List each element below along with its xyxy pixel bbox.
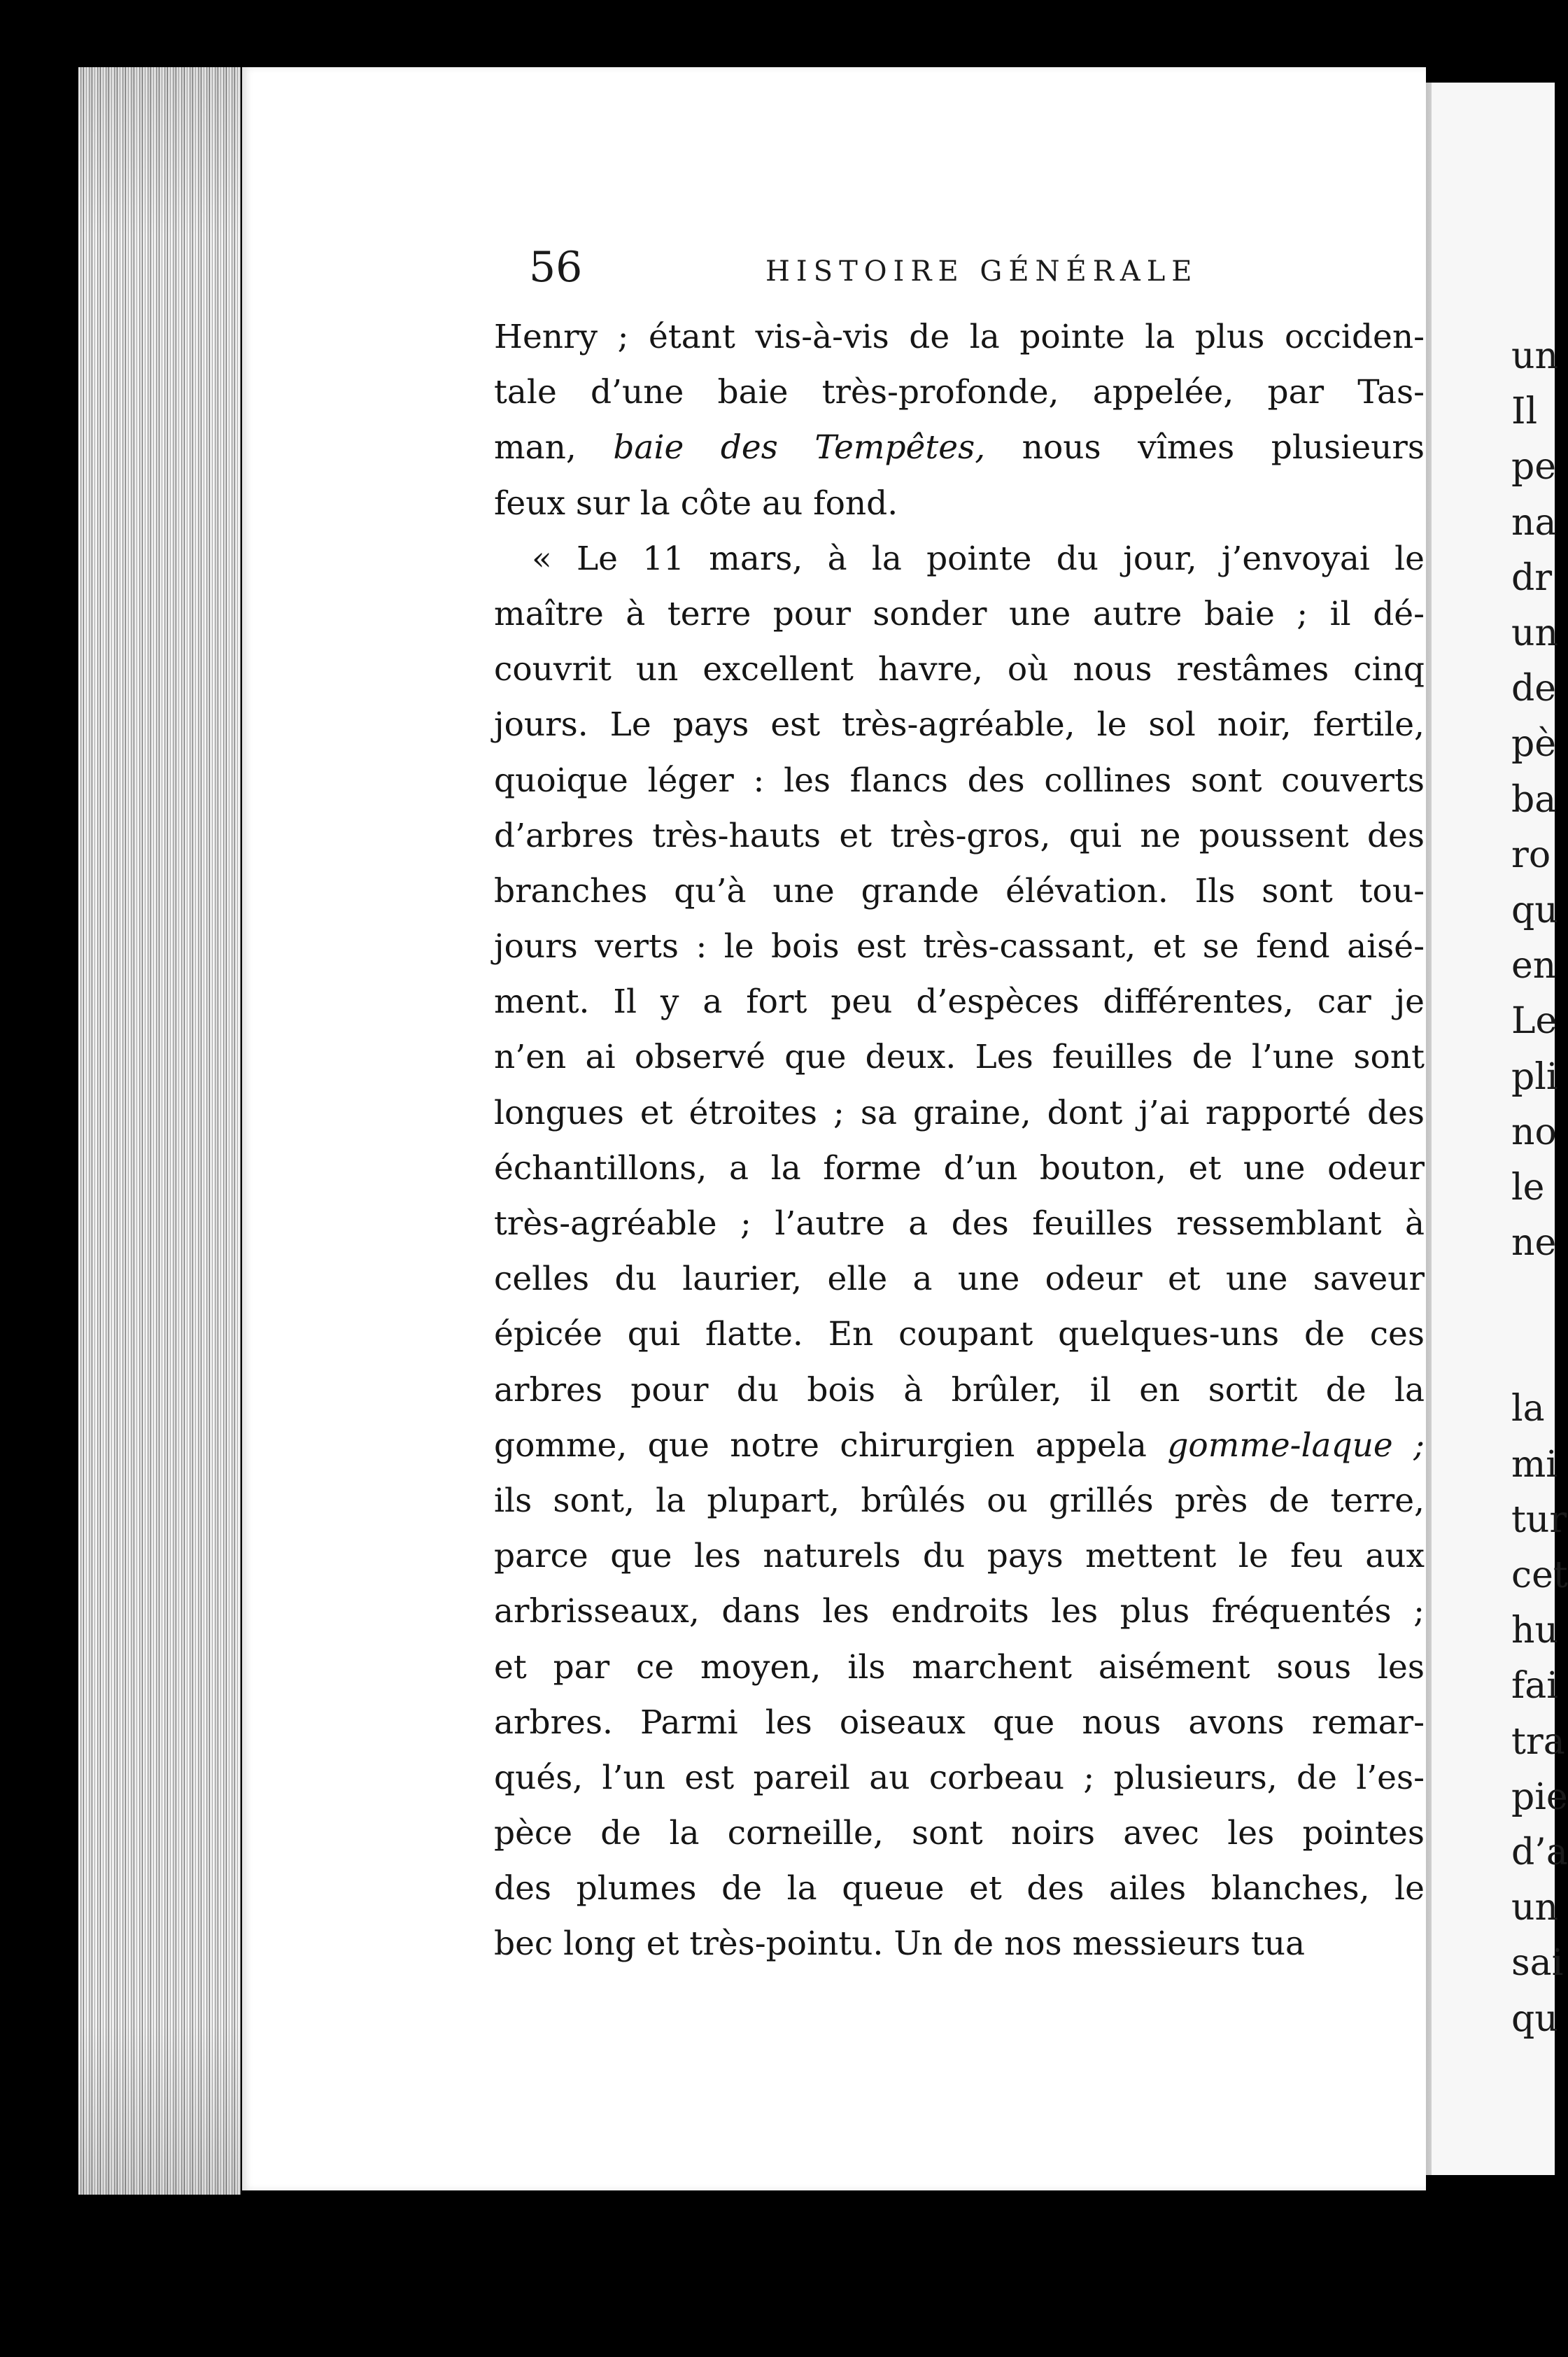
text-line <box>494 753 1425 808</box>
facing-page-fragment: qu <box>1511 889 1558 932</box>
page-number: 56 <box>529 243 583 292</box>
text-line <box>494 1528 1425 1584</box>
text-line-content: man, <box>494 428 614 467</box>
text-line-content: pèce de la corneille, sont noirs avec les pointes <box>494 1814 1425 1853</box>
facing-page-fragment: tur <box>1511 1498 1567 1541</box>
facing-page-fragment: de <box>1511 668 1557 710</box>
text-line-content: Henry ; étant vis-à-vis de la pointe la plus occiden- <box>494 318 1425 356</box>
text-line-content: des plumes de la queue et des ailes blanches, le <box>494 1869 1425 1908</box>
text-line <box>494 420 1425 475</box>
text-line <box>494 1473 1425 1528</box>
text-line <box>494 1695 1425 1750</box>
text-line <box>494 1640 1425 1695</box>
facing-page-fragment: hu <box>1511 1610 1558 1652</box>
facing-page-fragment: ne <box>1511 1222 1557 1265</box>
text-line-content: bec long et très-pointu. Un de nos messieurs tua <box>494 1925 1306 1964</box>
text-line <box>494 642 1425 697</box>
facing-page-fragment: na <box>1511 501 1557 544</box>
text-line <box>494 1029 1425 1085</box>
text-line <box>494 1251 1425 1307</box>
text-line-content: jours. Le pays est très-agréable, le sol noir, fertile, <box>494 705 1425 745</box>
text-line <box>494 697 1425 752</box>
book-page-edges <box>78 67 241 2195</box>
text-line <box>494 1085 1425 1141</box>
text-line <box>494 309 1425 365</box>
text-line <box>494 919 1425 974</box>
text-line <box>494 1196 1425 1251</box>
text-line-content: ment. Il y a fort peu d’espèces différentes, car je <box>494 983 1425 1022</box>
text-line-content: qués, l’un est pareil au corbeau ; plusieurs, de l’es- <box>494 1758 1425 1797</box>
text-line <box>494 586 1425 642</box>
facing-page-fragment: la <box>1511 1388 1545 1430</box>
text-line <box>494 1861 1425 1916</box>
text-line <box>494 1750 1425 1806</box>
text-line-content: arbres pour du bois à brûler, il en sortit de la <box>494 1370 1425 1409</box>
facing-page-fragment: tra <box>1511 1720 1565 1763</box>
text-line-content: parce que les naturels du pays mettent le feu aux <box>494 1537 1425 1576</box>
facing-page-fragment: un <box>1511 1887 1558 1929</box>
italic-phrase: gomme-laque ; <box>1167 1426 1425 1465</box>
facing-page-fragment: Le <box>1511 1000 1558 1043</box>
text-line <box>494 365 1425 420</box>
text-line <box>494 1584 1425 1639</box>
facing-page-fragment: mi <box>1511 1443 1558 1486</box>
facing-page-fragment: pè <box>1511 723 1557 766</box>
text-line-content: quoique léger : les flancs des collines sont couverts <box>494 761 1425 800</box>
text-line-content: branches qu’à une grande élévation. Ils sont tou- <box>494 871 1425 910</box>
facing-page-fragment: d’a <box>1511 1831 1568 1874</box>
facing-page-fragment: en <box>1511 945 1557 987</box>
text-line <box>494 808 1425 864</box>
facing-page-fragment: no <box>1511 1111 1557 1153</box>
text-line <box>494 1141 1425 1196</box>
text-line <box>494 974 1425 1029</box>
facing-page-fragment: sai <box>1511 1942 1564 1985</box>
text-line-content: épicée qui flatte. En coupant quelques-uns de ces <box>494 1315 1425 1354</box>
text-line-content: n’en ai observé que deux. Les feuilles de l’une sont <box>494 1038 1425 1077</box>
body-text <box>494 309 1425 1972</box>
text-line-content: longues et étroites ; sa graine, dont j’ai rapporté des <box>494 1093 1425 1132</box>
facing-page-fragment: pe <box>1511 446 1557 488</box>
text-line-content: échantillons, a la forme d’un bouton, et une odeur <box>494 1148 1425 1188</box>
text-line-content: ils sont, la plupart, brûlés ou grillés près de terre, <box>494 1481 1425 1520</box>
facing-page-fragment: fai <box>1511 1665 1558 1708</box>
text-line-content: et par ce moyen, ils marchent aisément sous les <box>494 1647 1425 1687</box>
text-line-content: maître à terre pour sonder une autre baie ; il dé- <box>494 594 1425 633</box>
text-line-content: gomme, que notre chirurgien appela <box>494 1426 1168 1465</box>
facing-page-fragment: un <box>1511 335 1558 377</box>
facing-page-fragment: pie <box>1511 1775 1568 1818</box>
text-line-content: d’arbres très-hauts et très-gros, qui ne poussent des <box>494 816 1425 855</box>
text-line <box>494 864 1425 919</box>
text-line-content: « Le 11 mars, à la pointe du jour, j’envoyai le <box>532 539 1425 578</box>
text-line-content: couvrit un excellent havre, où nous restâmes cinq <box>494 650 1425 689</box>
running-head <box>529 239 1229 295</box>
text-line <box>494 1363 1425 1418</box>
text-line <box>494 531 1425 586</box>
text-line-content: jours verts : le bois est très-cassant, et se fend aisé- <box>494 927 1425 966</box>
text-line <box>494 1806 1425 1861</box>
facing-page-text-fragments <box>1511 329 1568 2047</box>
text-line-content: arbrisseaux, dans les endroits les plus fréquentés ; <box>494 1592 1425 1631</box>
facing-page-fragment: ba <box>1511 778 1557 821</box>
text-line-content: celles du laurier, elle a une odeur et une saveur <box>494 1260 1425 1299</box>
facing-page-fragment: pli <box>1511 1055 1558 1098</box>
facing-page-fragment: ro <box>1511 833 1551 876</box>
facing-page-fragment: cet <box>1511 1554 1568 1597</box>
facing-page-fragment: dr <box>1511 556 1553 599</box>
text-line <box>494 476 1425 531</box>
paragraph-gap <box>1511 1271 1555 1381</box>
facing-page-fragment: qu <box>1511 1997 1558 2040</box>
text-line-content: feux sur la côte au fond. <box>494 484 898 523</box>
page-header: HISTOIRE GÉNÉRALE <box>765 255 1199 288</box>
text-line-content: arbres. Parmi les oiseaux que nous avons remar- <box>494 1703 1425 1742</box>
text-line <box>494 1307 1425 1362</box>
facing-page-fragment: un <box>1511 612 1558 655</box>
text-line <box>494 1418 1425 1473</box>
text-line-content: nous vîmes plusieurs <box>985 428 1425 467</box>
text-line <box>494 1916 1425 1971</box>
facing-page-fragment: le <box>1511 1167 1545 1209</box>
italic-phrase: baie des Tempêtes, <box>613 428 986 467</box>
text-line-content: très-agréable ; l’autre a des feuilles ressemblant à <box>494 1204 1425 1243</box>
facing-page-fragment: Il <box>1511 391 1538 433</box>
text-line-content: tale d’une baie très-profonde, appelée, par Tas- <box>494 373 1425 412</box>
